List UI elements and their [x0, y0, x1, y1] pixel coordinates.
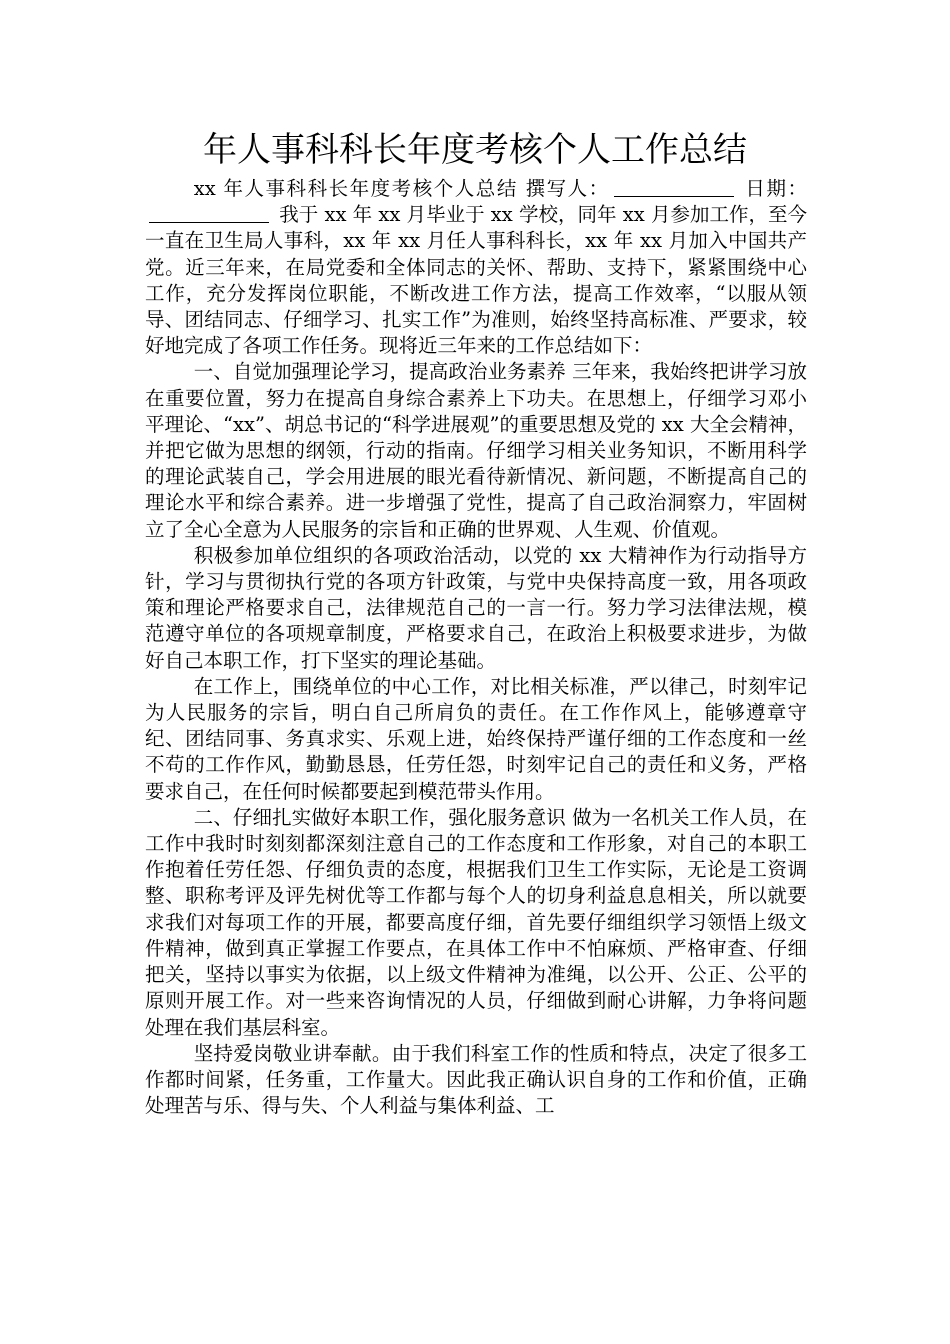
- date-label: 日期：: [745, 177, 807, 200]
- intro-paragraph: [145, 176, 807, 359]
- author-blank-line: [614, 178, 734, 197]
- body-paragraph-1: 一、自觉加强理论学习，提高政治业务素养 三年来，我始终把讲学习放在重要位置，努力在提高自身综合素养上下功夫。在思想上，仔细学习邓小平理论、“xx”、胡总书记的“科学进展观”的重要思想及党的 xx 大全会精神，并把它做为思想的纲领，行动的指南。仔细学习相关业务知识，不断用科学的理论武装自己，学会用进展的眼光看待新情况、新问题，不断提高自己的理论水平和综合素养。进一步增强了党性，提高了自己政治洞察力，牢固树立了全心全意为人民服务的宗旨和正确的世界观、人生观、价值观。: [145, 360, 807, 541]
- body-paragraph-4: 二、仔细扎实做好本职工作，强化服务意识 做为一名机关工作人员，在工作中我时时刻刻都深刻注意自己的工作态度和工作形象，对自己的本职工作抱着任劳任怨、仔细负责的态度，根据我们卫生工作实际，无论是工资调整、职称考评及评先树优等工作都与每个人的切身利益息息相关，所以就要求我们对每项工作的开展，都要高度仔细，首先要仔细组织学习领悟上级文件精神，做到真正掌握工作要点，在具体工作中不怕麻烦、严格审查、仔细把关，坚持以事实为依据，以上级文件精神为准绳，以公开、公正、公平的原则开展工作。对一些来咨询情况的人员，仔细做到耐心讲解，力争将问题处理在我们基层科室。: [145, 805, 807, 1039]
- document-body: [145, 176, 807, 1119]
- body-paragraph-2: 积极参加单位组织的各项政治活动，以党的 xx 大精神作为行动指导方针，学习与贯彻执行党的各项方针政策，与党中央保持高度一致，用各项政策和理论严格要求自己，法律规范自己的一言一行。努力学习法律法规，模范遵守单位的各项规章制度，严格要求自己，在政治上积极要求进步，为做好自己本职工作，打下坚实的理论基础。: [145, 543, 807, 672]
- author-label: 撰写人：: [525, 177, 610, 200]
- intro-text: 我于 xx 年 xx 月毕业于 xx 学校，同年 xx 月参加工作，至今一直在卫生局人事科，xx 年 xx 月任人事科科长，xx 年 xx 月加入中国共产党。近三年来，在局党委和全体同志的关怀、帮助、支持下，紧紧围绕中心工作，充分发挥岗位职能，不断改进工作方法，提高工作效率，“以服从领导、团结同志、仔细学习、扎实工作”为准则，始终坚持高标准、严要求，较好地完成了各项工作任务。现将近三年来的工作总结如下：: [145, 203, 807, 358]
- body-paragraph-3: 在工作上，围绕单位的中心工作，对比相关标准，严以律己，时刻牢记为人民服务的宗旨，明白自己所肩负的责任。在工作作风上，能够遵章守纪、团结同事、务真求实、乐观上进，始终保持严谨仔细的工作态度和一丝不苟的工作作风，勤勤恳恳，任劳任怨，时刻牢记自己的责任和义务，严格要求自己，在任何时候都要起到模范带头作用。: [145, 674, 807, 803]
- intro-heading: xx 年人事科科长年度考核个人总结: [193, 177, 518, 200]
- document-title: 年人事科科长年度考核个人工作总结: [203, 130, 747, 170]
- body-paragraph-5: 坚持爱岗敬业讲奉献。由于我们科室工作的性质和特点，决定了很多工作都时间紧，任务重，工作量大。因此我正确认识自身的工作和价值，正确处理苦与乐、得与失、个人利益与集体利益、工: [145, 1041, 807, 1118]
- date-blank-line: [149, 204, 269, 223]
